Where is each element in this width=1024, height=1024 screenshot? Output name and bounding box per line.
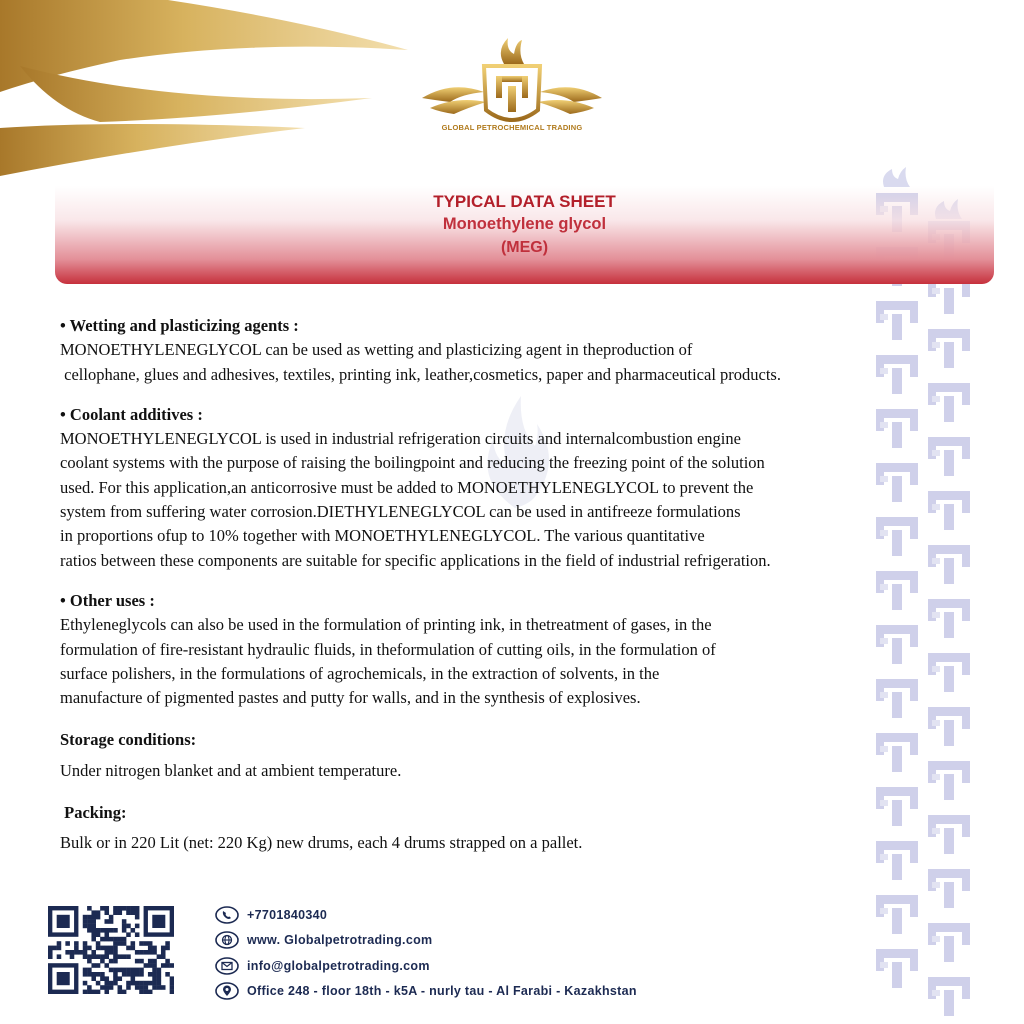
contact-address-row — [215, 979, 775, 1005]
contact-phone-row[interactable] — [215, 902, 775, 928]
location-icon — [215, 982, 239, 1000]
text-line: used. For this application,an anticorrosive must be added to MONOETHYLENEGLYCOL to prevent the — [60, 477, 754, 497]
contact-phone[interactable]: +7701840340 — [247, 907, 328, 922]
contact-website-row[interactable] — [215, 928, 775, 954]
section-heading-packing: Packing: — [60, 803, 127, 823]
contact-address: Office 248 - floor 18th - k5A - nurly tau - Al Farabi - Kazakhstan — [247, 984, 637, 999]
text-line: ratios between these components are suitable for specific applications in the field of industrial refrigeration. — [60, 550, 771, 570]
globe-icon — [215, 931, 239, 949]
company-name-logo-text: GLOBAL PETROCHEMICAL TRADING — [441, 123, 583, 132]
text-line: Under nitrogen blanket and at ambient temperature. — [60, 760, 402, 780]
contact-info — [215, 902, 775, 1004]
product-name: Monoethylene glycol — [442, 215, 607, 233]
gold-swoosh-decoration — [0, 0, 420, 180]
mail-icon — [215, 957, 239, 975]
section-heading-other-uses: • Other uses : — [60, 590, 155, 610]
text-line: MONOETHYLENEGLYCOL is used in industrial refrigeration circuits and internalcombustion engine — [60, 429, 741, 449]
text-line: Bulk or in 220 Lit (net: 220 Kg) new drums, each 4 drums strapped on a pallet. — [60, 833, 583, 853]
section-heading-storage: Storage conditions: — [60, 730, 197, 750]
text-line: system from suffering water corrosion.DIETHYLENEGLYCOL can be used in antifreeze formulations — [60, 502, 741, 522]
text-line: MONOETHYLENEGLYCOL can be used as wetting and plasticizing agent in theproduction of — [60, 340, 693, 360]
qr-code[interactable] — [48, 906, 174, 994]
text-line: manufacture of pigmented pastes and putty for walls, and in the synthesis of explosives. — [60, 688, 641, 708]
text-line: surface polishers, in the formulations of agrochemicals, in the extraction of solvents, in the — [60, 663, 660, 683]
datasheet-title: TYPICAL DATA SHEET — [433, 192, 616, 211]
contact-website[interactable]: www. Globalpetrotrading.com — [247, 933, 433, 948]
text-line: cellophane, glues and adhesives, textiles, printing ink, leather,cosmetics, paper and pharmaceutical products. — [60, 364, 781, 384]
contact-email[interactable]: info@globalpetrotrading.com — [247, 958, 430, 973]
product-abbreviation: (MEG) — [500, 239, 549, 256]
document-body — [60, 314, 940, 856]
title-banner — [55, 186, 994, 284]
contact-email-row[interactable] — [215, 953, 775, 979]
phone-icon — [215, 906, 239, 924]
text-line: formulation of fire-resistant hydraulic fluids, in theformulation of cutting oils, in the formulation of — [60, 639, 716, 659]
text-line: Ethyleneglycols can also be used in the formulation of printing ink, in thetreatment of gases, in the — [60, 615, 712, 635]
text-line: in proportions ofup to 10% together with MONOETHYLENEGLYCOL. The various quantitative — [60, 526, 705, 546]
text-line: coolant systems with the purpose of raising the boilingpoint and reducing the freezing point of the solution — [60, 453, 765, 473]
section-heading-coolant: • Coolant additives : — [60, 404, 203, 424]
section-heading-wetting: • Wetting and plasticizing agents : — [60, 316, 299, 335]
